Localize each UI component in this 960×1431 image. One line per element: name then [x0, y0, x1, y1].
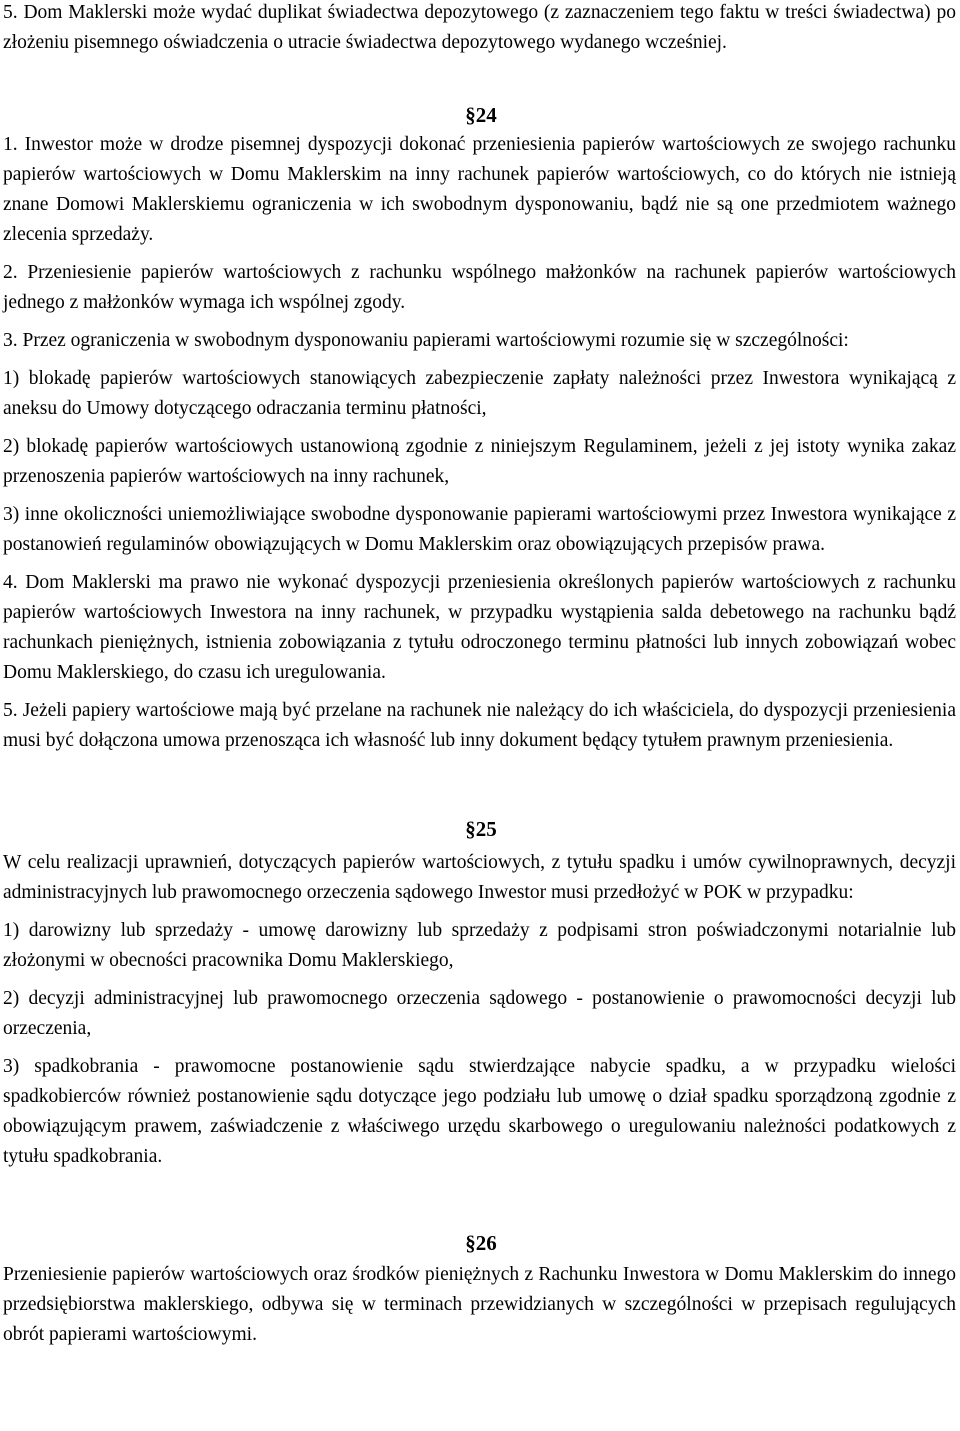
s25-item-3: 3) spadkobrania - prawomocne postanowienie sądu stwierdzające nabycie spadku, a w przypadku wielości spadkobierców również postanowienie sądu dotyczące jego podziału lub umowę o dział spadku sporządzoną zgodnie z obowiązującym prawem, zaświadczenie z właściwego urzędu skarbowego o uregulowaniu należności podatkowych z tytułu spadkobrania.: [3, 1056, 956, 1167]
s25-item-2: 2) decyzji administracyjnej lub prawomocnego orzeczenia sądowego - postanowienie o prawomocności decyzji lub orzeczenia,: [3, 988, 956, 1039]
s25-intro: W celu realizacji uprawnień, dotyczących papierów wartościowych, z tytułu spadku i umów cywilnoprawnych, decyzji administracyjnych lub prawomocnego orzeczenia sądowego Inwestor musi przedłożyć w POK w przypadku:: [3, 852, 956, 903]
section-24-heading: §24: [465, 103, 497, 127]
s24-paragraph-3: 3. Przez ograniczenia w swobodnym dysponowaniu papierami wartościowymi rozumie się w szczególności:: [3, 330, 849, 351]
s24-paragraph-3-item-3: 3) inne okoliczności uniemożliwiające swobodne dysponowanie papierami wartościowymi przez Inwestora wynikające z postanowień regulaminów obowiązujących w Domu Maklerskim oraz obowiązujących przepisów prawa.: [3, 504, 956, 555]
s24-paragraph-5: 5. Jeżeli papiery wartościowe mają być przelane na rachunek nie należący do ich właściciela, do dyspozycji przeniesienia musi być dołączona umowa przenosząca ich własność lub inny dokument będący tytułem prawnym przeniesienia.: [3, 700, 956, 751]
s24-paragraph-2: 2. Przeniesienie papierów wartościowych z rachunku wspólnego małżonków na rachunek papierów wartościowych jednego z małżonków wymaga ich wspólnej zgody.: [3, 262, 956, 313]
section-26-heading: §26: [465, 1231, 497, 1255]
paragraph-5-previous: 5. Dom Maklerski może wydać duplikat świadectwa depozytowego (z zaznaczeniem tego faktu w treści świadectwa) po złożeniu pisemnego oświadczenia o utracie świadectwa depozytowego wydanego wcześniej.: [3, 2, 956, 53]
s24-paragraph-3-item-2: 2) blokadę papierów wartościowych ustanowioną zgodnie z niniejszym Regulaminem, jeżeli z jej istoty wynika zakaz przenoszenia papierów wartościowych na inny rachunek,: [3, 436, 956, 487]
s26-paragraph-1: Przeniesienie papierów wartościowych oraz środków pieniężnych z Rachunku Inwestora w Domu Maklerskim do innego przedsiębiorstwa maklerskiego, odbywa się w terminach przewidzianych w szczególności w przepisach regulujących obrót papierami wartościowymi.: [3, 1264, 956, 1345]
s25-item-1: 1) darowizny lub sprzedaży - umowę darowizny lub sprzedaży z podpisami stron poświadczonymi notarialnie lub złożonymi w obecności pracownika Domu Maklerskiego,: [3, 920, 956, 971]
s24-paragraph-3-item-1: 1) blokadę papierów wartościowych stanowiących zabezpieczenie zapłaty należności przez Inwestora wynikającą z aneksu do Umowy dotyczącego odraczania terminu płatności,: [3, 368, 956, 419]
s24-paragraph-1: 1. Inwestor może w drodze pisemnej dyspozycji dokonać przeniesienia papierów wartościowych ze swojego rachunku papierów wartościowych w Domu Maklerskim na inny rachunek papierów wartościowych, co do których nie istnieją znane Domowi Maklerskiemu ograniczenia w ich swobodnym dysponowaniu, bądź nie są one przedmiotem ważnego zlecenia sprzedaży.: [3, 134, 956, 245]
document-page: [3, 0, 956, 1350]
s24-paragraph-4: 4. Dom Maklerski ma prawo nie wykonać dyspozycji przeniesienia określonych papierów wartościowych z rachunku papierów wartościowych Inwestora na inny rachunek, w przypadku wystąpienia salda debetowego na rachunku bądź rachunkach pieniężnych, istnienia zobowiązania z tytułu odroczonego terminu płatności lub innych zobowiązań wobec Domu Maklerskiego, do czasu ich uregulowania.: [3, 572, 956, 683]
section-25-heading: §25: [465, 817, 497, 841]
